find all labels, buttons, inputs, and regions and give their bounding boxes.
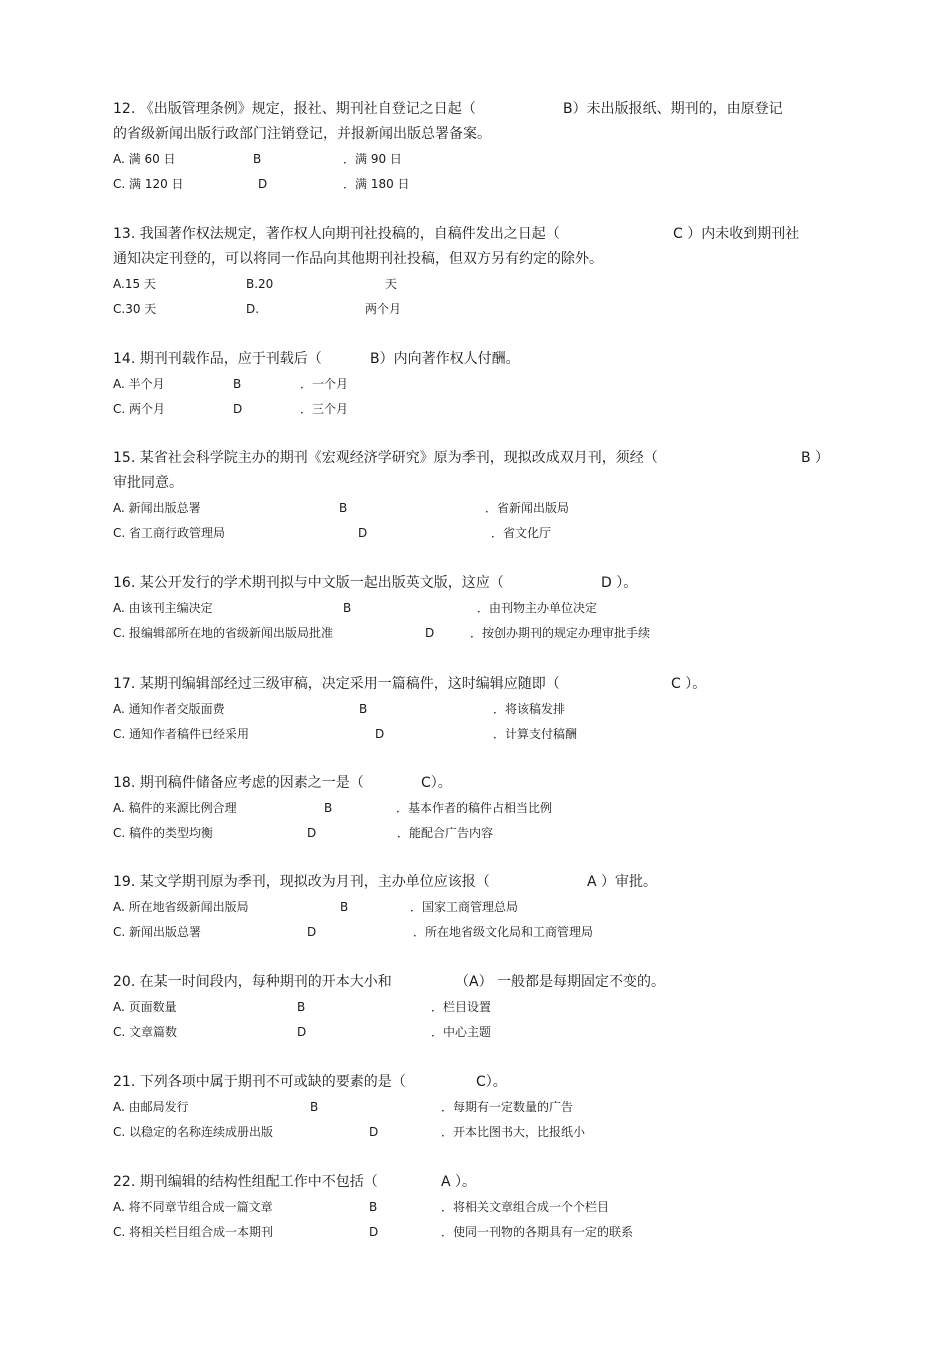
question-stem: 14. 期刊刊载作品，应于刊载后（: [113, 351, 322, 367]
question-stem: 19. 某文学期刊原为季刊，现拟改为月刊，主办单位应该报（: [113, 874, 490, 890]
question-15: [113, 446, 853, 546]
question-20: [113, 970, 853, 1045]
answer-text: C）。: [476, 1074, 507, 1090]
option-a: A. 通知作者交版面费: [113, 702, 225, 716]
option-c: C. 文章篇数: [113, 1025, 178, 1039]
option-b: ．每期有一定数量的广告: [441, 1100, 574, 1114]
option-d: ．省文化厅: [491, 526, 552, 540]
answer-text: A ）。: [441, 1174, 477, 1190]
question-18: [113, 771, 853, 846]
question-stem: 12. 《出版管理条例》规定，报社、期刊社自登记之日起（: [113, 101, 476, 117]
answer-text: B）未出版报纸、期刊的，由原登记: [563, 101, 783, 117]
option-b-letter: B: [233, 377, 242, 391]
question-stem: 的省级新闻出版行政部门注销登记，并报新闻出版总署备案。: [113, 126, 491, 142]
answer-text: A ）审批。: [587, 874, 658, 890]
option-b: ．省新闻出版局: [485, 501, 570, 515]
option-a: A. 将不同章节组合成一篇文章: [113, 1200, 273, 1214]
question-stem: 15. 某省社会科学院主办的期刊《宏观经济学研究》原为季刊，现拟改成双月刊，须经（: [113, 450, 658, 466]
option-b-letter: B: [339, 501, 348, 515]
option-c: C. 省工商行政管理局: [113, 526, 226, 540]
option-b-letter: B: [297, 1000, 306, 1014]
question-13: [113, 222, 853, 322]
option-b-letter: B: [324, 801, 333, 815]
option-b-letter: B.20: [246, 277, 274, 291]
option-d-letter: D: [369, 1225, 379, 1239]
question-19: [113, 870, 853, 945]
option-c: C. 稿件的类型均衡: [113, 826, 214, 840]
answer-text: （A） 一般都是每期固定不变的。: [455, 974, 666, 990]
option-d: ．按创办期刊的规定办理审批手续: [470, 626, 651, 640]
option-d: ．能配合广告内容: [397, 826, 494, 840]
option-b: ．由刊物主办单位决定: [477, 601, 598, 615]
option-d-letter: D: [233, 402, 243, 416]
option-d-letter: D.: [246, 302, 260, 316]
option-d-letter: D: [297, 1025, 307, 1039]
option-d-letter: D: [307, 826, 317, 840]
option-a: A. 由邮局发行: [113, 1100, 189, 1114]
option-b: 天: [385, 277, 398, 291]
question-stem: 17. 某期刊编辑部经过三级审稿，决定采用一篇稿件，这时编辑应随即（: [113, 676, 560, 692]
option-d-letter: D: [375, 727, 385, 741]
question-stem: 21. 下列各项中属于期刊不可或缺的要素的是（: [113, 1074, 406, 1090]
answer-text: C）。: [421, 775, 452, 791]
answer-text: D ）。: [601, 575, 638, 591]
question-stem: 20. 在某一时间段内，每种期刊的开本大小和: [113, 974, 392, 990]
option-c: C. 以稳定的名称连续成册出版: [113, 1125, 274, 1139]
option-a: A. 稿件的来源比例合理: [113, 801, 237, 815]
option-c: C. 报编辑部所在地的省级新闻出版局批准: [113, 626, 334, 640]
question-14: [113, 347, 853, 422]
option-a: A. 所在地省级新闻出版局: [113, 900, 249, 914]
question-stem: 通知决定刊登的，可以将同一作品向其他期刊社投稿，但双方另有约定的除外。: [113, 251, 603, 267]
answer-text: B ）: [801, 450, 830, 466]
option-b: ．栏目设置: [431, 1000, 492, 1014]
option-d: ．所在地省级文化局和工商管理局: [413, 925, 594, 939]
option-d: ．计算支付稿酬: [493, 727, 578, 741]
option-b: ．国家工商管理总局: [410, 900, 519, 914]
option-b-letter: B: [253, 152, 262, 166]
answer-text: B）内向著作权人付酬。: [370, 351, 520, 367]
option-b-letter: B: [310, 1100, 319, 1114]
question-22: [113, 1170, 853, 1245]
answer-text: C ）内未收到期刊社: [673, 226, 800, 242]
question-21: [113, 1070, 853, 1145]
option-b-letter: B: [359, 702, 368, 716]
option-d-letter: D: [369, 1125, 379, 1139]
option-b: ．满 90 日: [343, 152, 402, 166]
option-d: 两个月: [365, 302, 402, 316]
question-16: [113, 571, 853, 646]
option-b: ．基本作者的稿件占相当比例: [396, 801, 553, 815]
option-b: ．一个月: [300, 377, 349, 391]
option-d: ．三个月: [300, 402, 349, 416]
option-c: C. 新闻出版总署: [113, 925, 202, 939]
option-b: ．将该稿发排: [493, 702, 566, 716]
option-a: A. 页面数量: [113, 1000, 177, 1014]
option-a: A. 由该刊主编决定: [113, 601, 213, 615]
option-c: C.30 天: [113, 302, 157, 316]
option-b-letter: B: [343, 601, 352, 615]
question-12: [113, 97, 853, 197]
option-b-letter: B: [369, 1200, 378, 1214]
option-c: C. 两个月: [113, 402, 166, 416]
option-c: C. 通知作者稿件已经采用: [113, 727, 250, 741]
option-d-letter: D: [307, 925, 317, 939]
option-d: ．使同一刊物的各期具有一定的联系: [441, 1225, 634, 1239]
option-a: A.15 天: [113, 277, 156, 291]
option-d: ．满 180 日: [343, 177, 410, 191]
option-a: A. 半个月: [113, 377, 165, 391]
option-a: A. 新闻出版总署: [113, 501, 201, 515]
question-stem: 16. 某公开发行的学术期刊拟与中文版一起出版英文版，这应（: [113, 575, 504, 591]
option-d-letter: D: [258, 177, 268, 191]
option-a: A. 满 60 日: [113, 152, 176, 166]
option-b-letter: B: [340, 900, 349, 914]
option-b: ．将相关文章组合成一个个栏目: [441, 1200, 610, 1214]
question-stem: 18. 期刊稿件储备应考虑的因素之一是（: [113, 775, 364, 791]
question-stem: 审批同意。: [113, 475, 183, 491]
option-c: C. 满 120 日: [113, 177, 184, 191]
option-d: ．开本比图书大，比报纸小: [441, 1125, 586, 1139]
question-stem: 13. 我国著作权法规定，著作权人向期刊社投稿的，自稿件发出之日起（: [113, 226, 560, 242]
option-d-letter: D: [425, 626, 435, 640]
option-d-letter: D: [358, 526, 368, 540]
option-d: ．中心主题: [431, 1025, 492, 1039]
question-17: [113, 672, 853, 747]
answer-text: C ）。: [671, 676, 707, 692]
question-stem: 22. 期刊编辑的结构性组配工作中不包括（: [113, 1174, 378, 1190]
option-c: C. 将相关栏目组合成一本期刊: [113, 1225, 274, 1239]
